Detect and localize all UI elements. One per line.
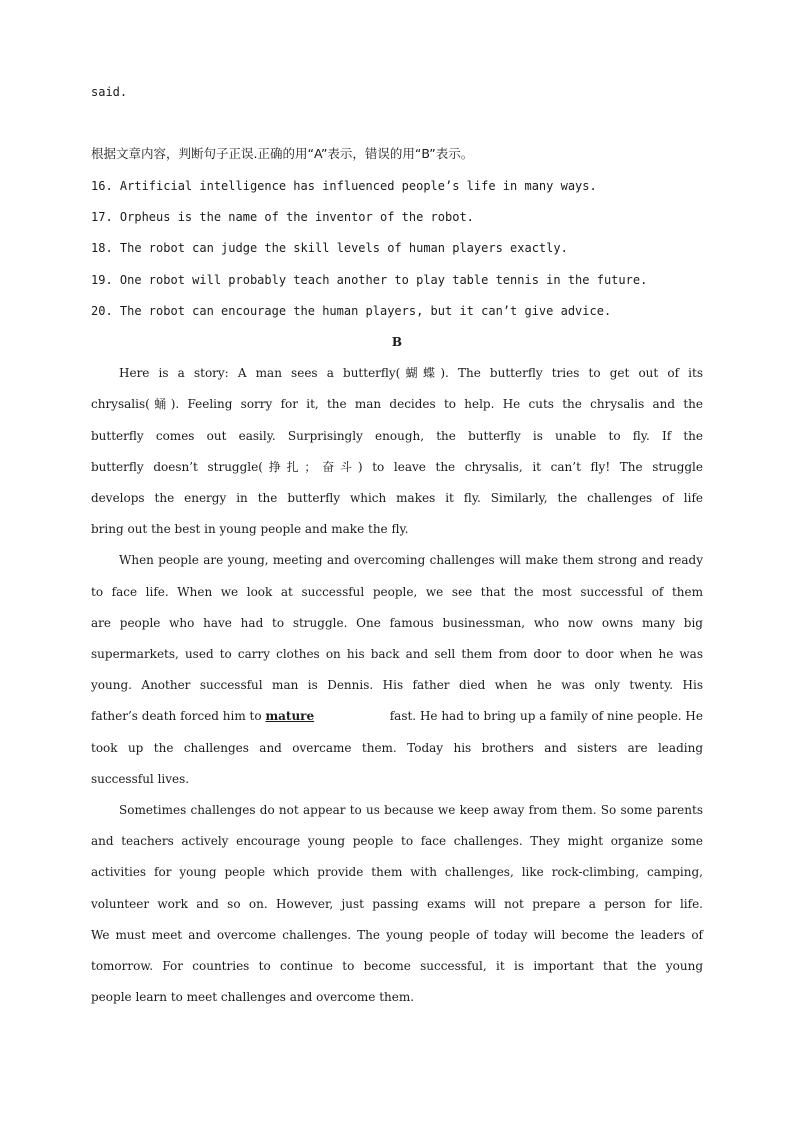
passage-fragment: father’s death forced him to: [91, 709, 262, 723]
passage-line: took up the challenges and overcame them. Today his brothers and sisters are leading: [91, 741, 703, 755]
passage-line: bring out the best in young people and make the fly.: [91, 522, 409, 536]
passage-line: young. Another successful man is Dennis. His father died when he was only twenty. His: [91, 678, 703, 692]
passage-line: are people who have had to struggle. One famous businessman, who now owns many big: [91, 616, 703, 630]
section-label: B: [391, 335, 403, 349]
passage-line: people learn to meet challenges and overcome them.: [91, 990, 415, 1004]
question-17: 17. Orpheus is the name of the inventor of the robot.: [91, 210, 474, 224]
passage-line: successful lives.: [91, 772, 190, 786]
passage-line: tomorrow. For countries to continue to become successful, it is important that the young: [91, 959, 703, 973]
question-20: 20. The robot can encourage the human players, but it can’t give advice.: [91, 304, 612, 318]
continuation-text: said.: [91, 85, 128, 99]
instruction-text: 根据文章内容，判断句子正误.正确的用“A”表示，错误的用“B”表示。: [91, 146, 474, 161]
passage-line: We must meet and overcome challenges. The young people of today will become the leaders of: [91, 928, 703, 942]
passage-line: volunteer work and so on. However, just passing exams will not prepare a person for life.: [91, 897, 703, 911]
passage-line: supermarkets, used to carry clothes on his back and sell them from door to door when he was: [91, 647, 703, 661]
passage-line: to face life. When we look at successful people, we see that the most successful of them: [91, 585, 703, 599]
question-16: 16. Artificial intelligence has influenced people’s life in many ways.: [91, 179, 597, 193]
question-19: 19. One robot will probably teach another to play table tennis in the future.: [91, 273, 648, 287]
passage-line: When people are young, meeting and overcoming challenges will make them strong and ready: [119, 553, 703, 567]
passage-line: butterfly comes out easily. Surprisingly enough, the butterfly is unable to fly. If the: [91, 429, 703, 443]
passage-line: and teachers actively encourage young people to face challenges. They might organize some: [91, 834, 703, 848]
keyword-mature: mature: [265, 709, 315, 723]
passage-line: activities for young people which provide them with challenges, like rock-climbing, camping,: [91, 865, 703, 879]
passage-line: Sometimes challenges do not appear to us because we keep away from them. So some parents: [119, 803, 703, 817]
passage-line: chrysalis(蛹). Feeling sorry for it, the man decides to help. He cuts the chrysalis and the: [91, 397, 703, 411]
passage-fragment: fast. He had to bring up a family of nine people. He: [389, 709, 703, 723]
passage-line: develops the energy in the butterfly which makes it fly. Similarly, the challenges of life: [91, 491, 703, 505]
passage-line: Here is a story: A man sees a butterfly(蝴蝶). The butterfly tries to get out of its: [119, 366, 703, 380]
passage-line-with-keyword: [91, 708, 703, 724]
passage-line: butterfly doesn’t struggle(挣扎；奋斗) to leave the chrysalis, it can’t fly! The struggle: [91, 460, 703, 474]
question-18: 18. The robot can judge the skill levels of human players exactly.: [91, 241, 568, 255]
